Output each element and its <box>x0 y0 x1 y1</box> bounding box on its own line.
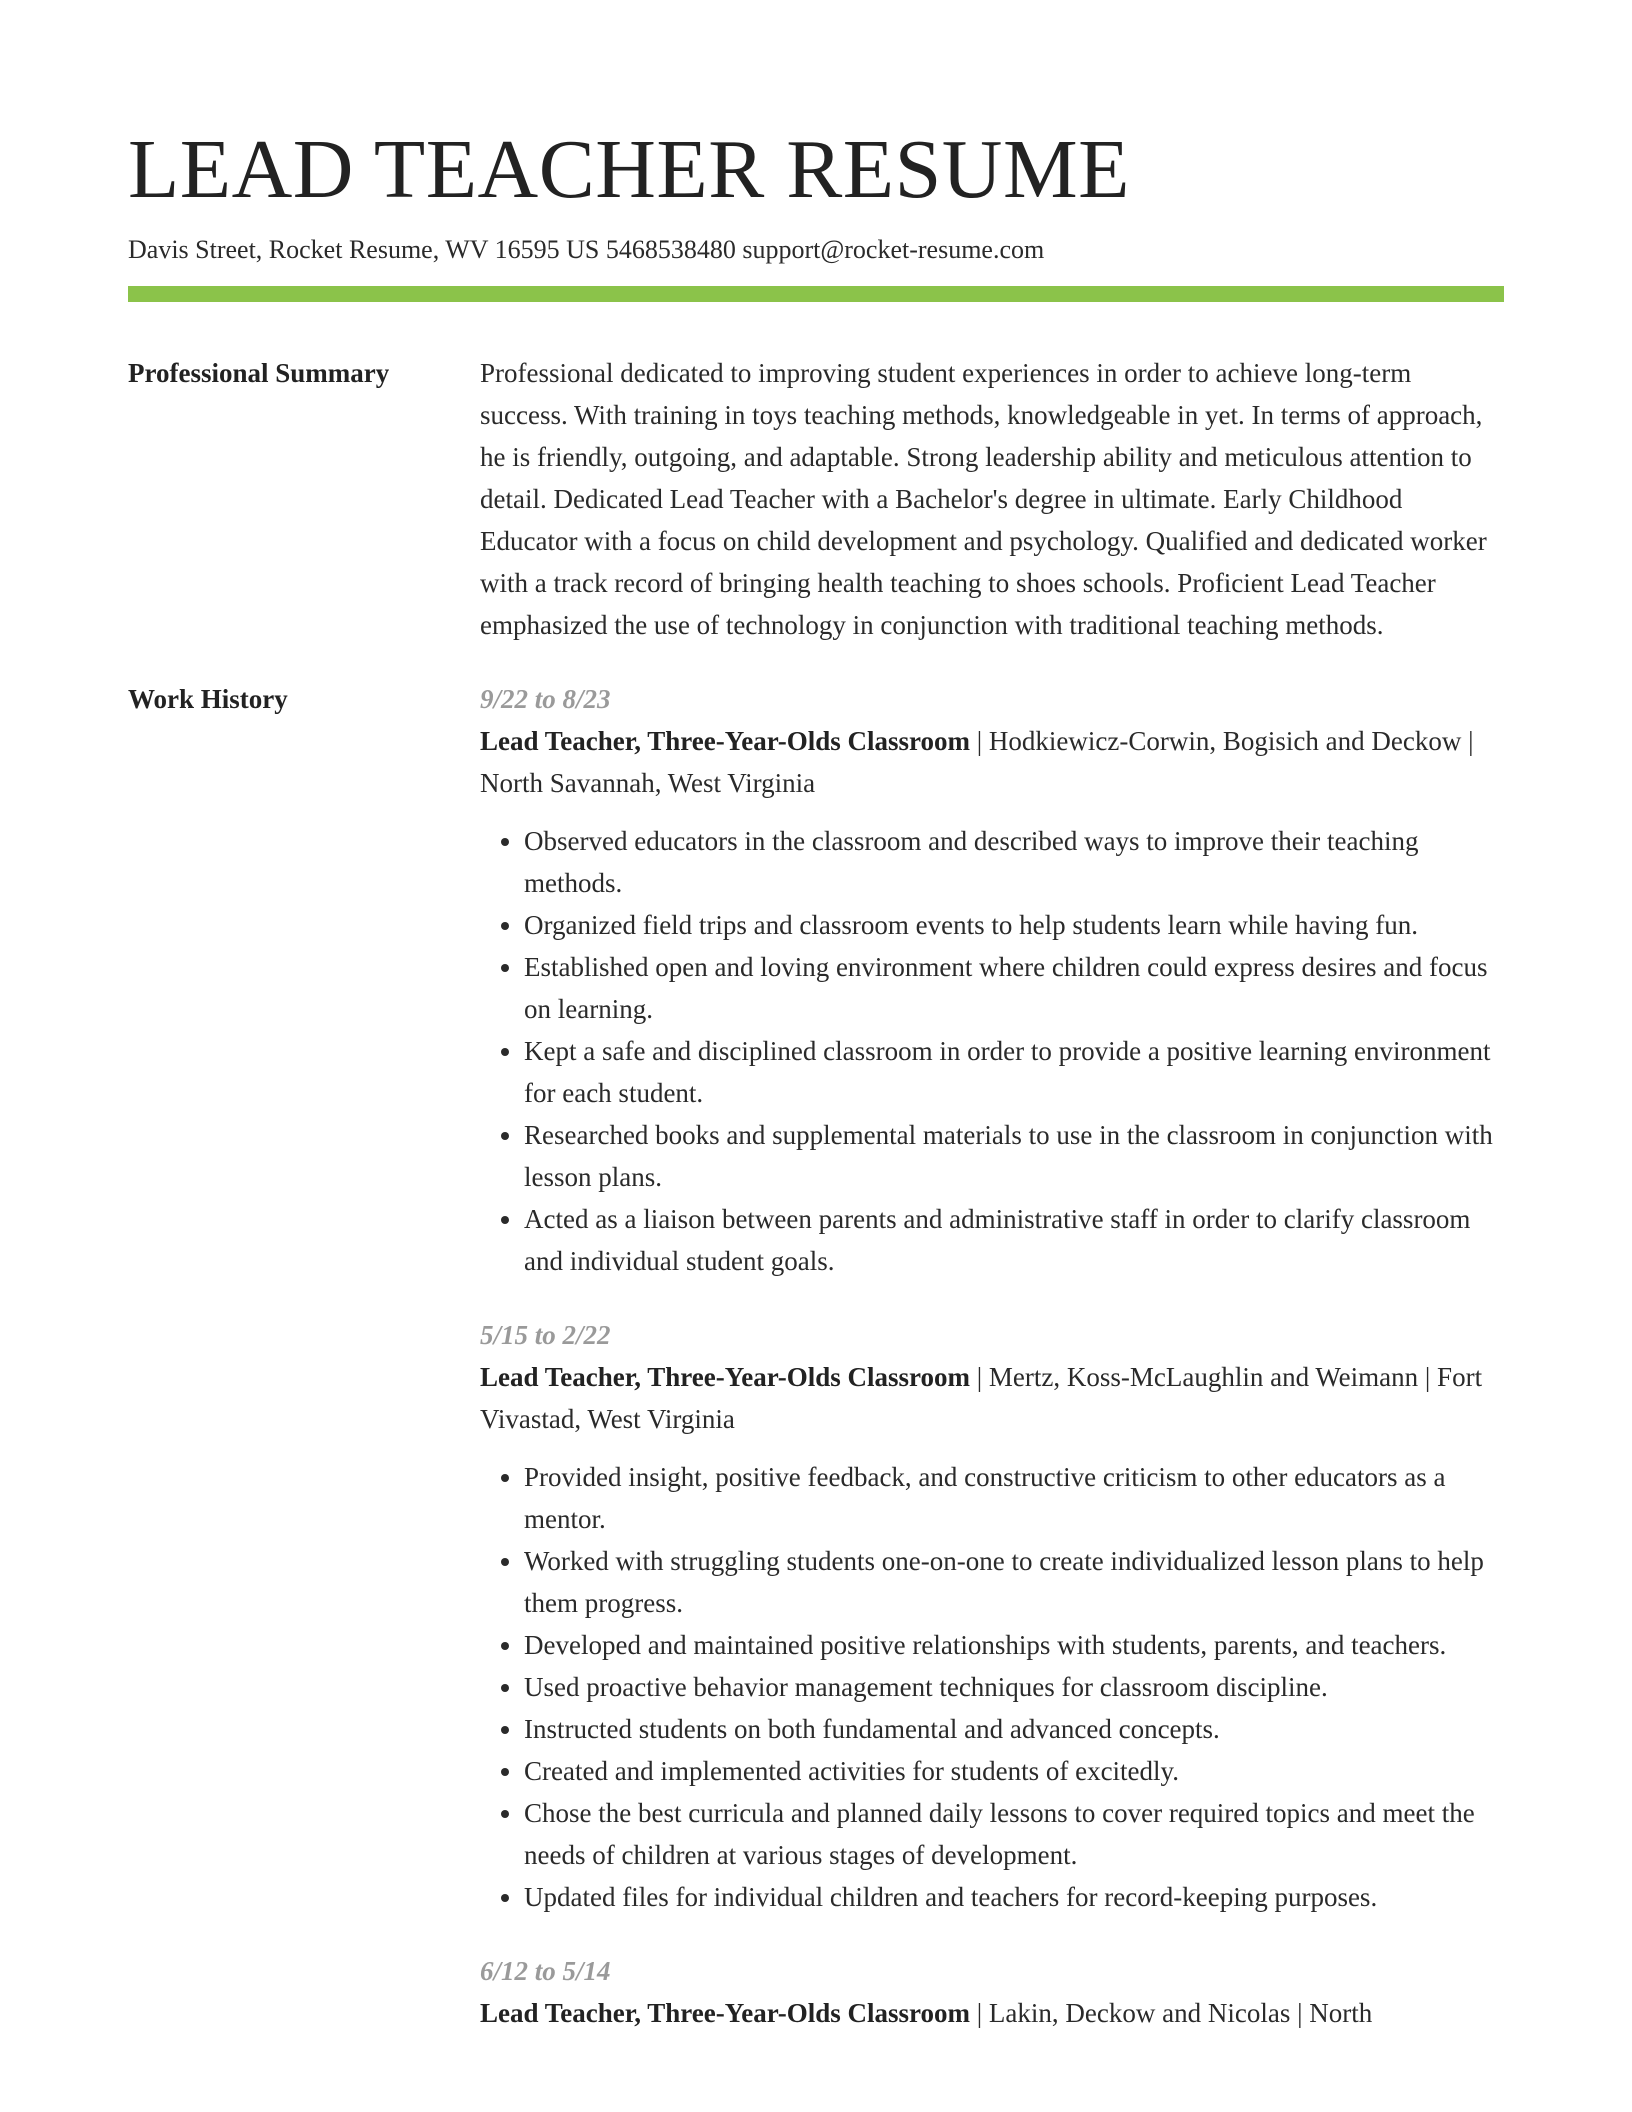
professional-summary-section <box>128 352 1504 646</box>
responsibility-item: • Instructed students on both fundamental and advanced concepts. <box>524 1708 1504 1750</box>
responsibility-item: • Observed educators in the classroom and described ways to improve their teaching methods. <box>524 820 1504 904</box>
job-title: Lead Teacher, Three-Year-Olds Classroom <box>480 726 971 756</box>
job-entry <box>480 678 1504 1282</box>
responsibility-item: • Used proactive behavior management techniques for classroom discipline. <box>524 1666 1504 1708</box>
job-responsibilities <box>480 1456 1504 1918</box>
responsibility-item: • Chose the best curricula and planned daily lessons to cover required topics and meet the needs of children at various stages of development. <box>524 1792 1504 1876</box>
job-heading <box>480 720 1504 804</box>
summary-text: Professional dedicated to improving student experiences in order to achieve long-term success. With training in toys teaching methods, knowledgeable in yet. In terms of approach, he is friendly, outgoing, and adaptable. Strong leadership ability and meticulous attention to detail. Dedicated Lead Teacher with a Bachelor's degree in ultimate. Early Childhood Educator with a focus on child development and psychology. Qualified and dedicated worker with a track record of bringing health teaching to shoes schools. Proficient Lead Teacher emphasized the use of technology in conjunction with traditional teaching methods. <box>480 358 1487 640</box>
job-entry <box>480 1314 1504 1918</box>
responsibility-item: • Provided insight, positive feedback, and constructive criticism to other educators as a mentor. <box>524 1456 1504 1540</box>
work-history-list <box>480 678 1504 2066</box>
responsibility-item: • Created and implemented activities for students of excitedly. <box>524 1750 1504 1792</box>
resume-page <box>128 120 1504 2066</box>
contact-line: Davis Street, Rocket Resume, WV 16595 US 5468538480 support@rocket-resume.com <box>128 235 1045 264</box>
job-heading <box>480 1356 1504 1440</box>
responsibility-item: • Worked with struggling students one-on-one to create individualized lesson plans to help them progress. <box>524 1540 1504 1624</box>
job-employer-location: | Hodkiewicz-Corwin, Bogisich and Deckow | North Savannah, West Virginia <box>480 726 1474 798</box>
section-label-summary: Professional Summary <box>128 358 390 388</box>
responsibility-item: • Updated files for individual children and teachers for record-keeping purposes. <box>524 1876 1504 1918</box>
responsibility-item: • Organized field trips and classroom events to help students learn while having fun. <box>524 904 1504 946</box>
job-title: Lead Teacher, Three-Year-Olds Classroom <box>480 1362 971 1392</box>
job-entry <box>480 1950 1504 2034</box>
responsibility-item: • Established open and loving environment where children could express desires and focus on learning. <box>524 946 1504 1030</box>
accent-divider <box>128 286 1504 302</box>
responsibility-item: • Researched books and supplemental materials to use in the classroom in conjunction with lesson plans. <box>524 1114 1504 1198</box>
job-responsibilities <box>480 820 1504 1282</box>
job-dates: 6/12 to 5/14 <box>480 1956 611 1986</box>
responsibility-item: • Kept a safe and disciplined classroom in order to provide a positive learning environment for each student. <box>524 1030 1504 1114</box>
job-dates: 9/22 to 8/23 <box>480 684 611 714</box>
job-dates: 5/15 to 2/22 <box>480 1320 611 1350</box>
section-label-work-history: Work History <box>128 684 288 714</box>
job-employer-location: | Mertz, Koss-McLaughlin and Weimann | Fort Vivastad, West Virginia <box>480 1362 1483 1434</box>
responsibility-item: • Acted as a liaison between parents and administrative staff in order to clarify classroom and individual student goals. <box>524 1198 1504 1282</box>
responsibility-item: • Developed and maintained positive relationships with students, parents, and teachers. <box>524 1624 1504 1666</box>
job-employer-location: | Lakin, Deckow and Nicolas | North <box>970 1998 1373 2028</box>
job-title: Lead Teacher, Three-Year-Olds Classroom <box>480 1998 971 2028</box>
work-history-section <box>128 678 1504 2066</box>
job-heading <box>480 1992 1504 2034</box>
resume-title: LEAD TEACHER RESUME <box>128 123 1130 216</box>
